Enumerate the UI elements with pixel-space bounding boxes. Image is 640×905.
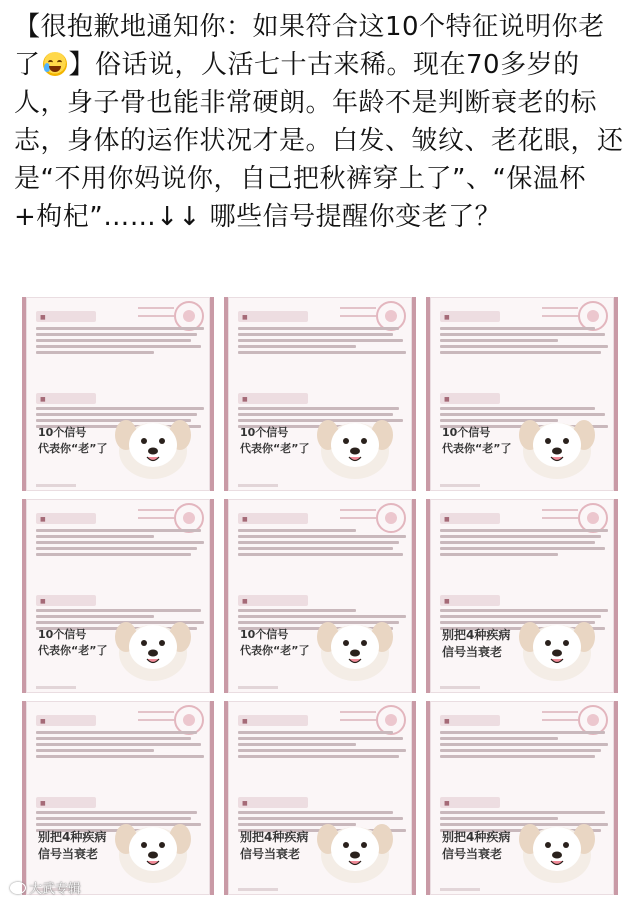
- post-text: [14, 8, 630, 236]
- section-heading: [238, 797, 308, 808]
- watermark-text: 大武专辑: [29, 882, 82, 897]
- face-with-tears-of-joy-icon: [43, 52, 67, 76]
- card-badge-line1: 10个信号: [442, 426, 491, 439]
- postmark-wave-icon: [138, 711, 174, 721]
- postmark-wave-icon: [138, 307, 174, 317]
- section-heading: [238, 715, 308, 726]
- image-card[interactable]: [224, 297, 416, 491]
- section-heading: [36, 393, 96, 404]
- card-badge: [442, 425, 511, 457]
- card-badge-line2: 代表你“老”了: [38, 442, 108, 455]
- image-card[interactable]: [224, 701, 416, 895]
- card-badge: [38, 425, 107, 457]
- puppy-icon: [314, 409, 396, 481]
- card-badge-line1: 10个信号: [240, 426, 289, 439]
- card-badge-line2: 代表你“老”了: [442, 442, 512, 455]
- postmark-wave-icon: [138, 509, 174, 519]
- card-badge: [240, 425, 309, 457]
- section-heading: [238, 595, 308, 606]
- image-card[interactable]: [22, 499, 214, 693]
- card-badge-line2: 信号当衰老: [442, 645, 503, 659]
- card-badge-line2: 代表你“老”了: [38, 644, 108, 657]
- card-badge-line2: 信号当衰老: [38, 847, 99, 861]
- section-heading: [36, 797, 96, 808]
- puppy-icon: [112, 409, 194, 481]
- card-badge: [442, 829, 510, 863]
- card-footer: [440, 484, 480, 487]
- card-badge-line1: 别把4种疾病: [442, 830, 511, 844]
- card-badge-line1: 10个信号: [38, 426, 87, 439]
- postmark-wave-icon: [542, 307, 578, 317]
- image-card[interactable]: [22, 701, 214, 895]
- section-heading: [440, 393, 500, 404]
- section-heading: [440, 715, 500, 726]
- puppy-icon: [112, 813, 194, 885]
- section-heading: [238, 393, 308, 404]
- postmark-wave-icon: [340, 307, 376, 317]
- image-card[interactable]: [426, 701, 618, 895]
- section-paragraph: [440, 327, 608, 354]
- card-badge: [240, 829, 308, 863]
- section-paragraph: [36, 327, 204, 354]
- section-heading: [36, 311, 96, 322]
- card-badge-line2: 代表你“老”了: [240, 442, 310, 455]
- weibo-icon: [10, 882, 26, 894]
- postmark-wave-icon: [340, 711, 376, 721]
- section-heading: [36, 595, 96, 606]
- card-badge-line2: 信号当衰老: [240, 847, 301, 861]
- post-text-part-2: 】俗话说，人活七十古来稀。现在70多岁的人，身子骨也能非常硬朗。年龄不是判断衰老的标志，身体的运作状况才是。白发、皱纹、老花眼，还是“不用你妈说你，自己把秋裤穿上了”、“保温杯+枸杞”……↓↓ 哪些信号提醒你变老了？: [14, 50, 624, 232]
- card-badge-line1: 别把4种疾病: [38, 830, 107, 844]
- section-heading: [440, 595, 500, 606]
- section-paragraph: [238, 529, 406, 556]
- watermark: [10, 878, 81, 897]
- section-heading: [440, 311, 500, 322]
- section-heading: [238, 513, 308, 524]
- card-footer: [440, 686, 480, 689]
- card-footer: [238, 888, 278, 891]
- image-card[interactable]: [224, 499, 416, 693]
- card-badge: [38, 627, 107, 659]
- section-paragraph: [440, 731, 608, 758]
- puppy-icon: [314, 813, 396, 885]
- puppy-icon: [516, 813, 598, 885]
- section-paragraph: [440, 529, 608, 556]
- section-paragraph: [36, 731, 204, 758]
- section-heading: [440, 797, 500, 808]
- section-heading: [36, 513, 96, 524]
- postmark-wave-icon: [542, 711, 578, 721]
- card-footer: [440, 888, 480, 891]
- postmark-wave-icon: [340, 509, 376, 519]
- card-badge-line1: 10个信号: [240, 628, 289, 641]
- puppy-icon: [516, 409, 598, 481]
- card-footer: [36, 686, 76, 689]
- card-badge: [442, 627, 510, 661]
- section-heading: [238, 311, 308, 322]
- section-paragraph: [238, 327, 406, 354]
- image-grid: [22, 297, 618, 893]
- puppy-icon: [314, 611, 396, 683]
- card-footer: [36, 484, 76, 487]
- image-card[interactable]: [426, 499, 618, 693]
- card-badge-line1: 别把4种疾病: [240, 830, 309, 844]
- card-badge: [38, 829, 106, 863]
- puppy-icon: [112, 611, 194, 683]
- card-badge-line2: 信号当衰老: [442, 847, 503, 861]
- section-paragraph: [36, 529, 204, 556]
- card-badge: [240, 627, 309, 659]
- post-text-part-1: 【很抱歉地通知你：如果符合这10个特征说明你老了: [14, 12, 605, 80]
- card-footer: [238, 686, 278, 689]
- section-heading: [440, 513, 500, 524]
- card-badge-line1: 别把4种疾病: [442, 628, 511, 642]
- image-card[interactable]: [426, 297, 618, 491]
- section-paragraph: [238, 731, 406, 758]
- card-footer: [238, 484, 278, 487]
- image-card[interactable]: [22, 297, 214, 491]
- section-heading: [36, 715, 96, 726]
- postmark-wave-icon: [542, 509, 578, 519]
- card-badge-line2: 代表你“老”了: [240, 644, 310, 657]
- puppy-icon: [516, 611, 598, 683]
- card-badge-line1: 10个信号: [38, 628, 87, 641]
